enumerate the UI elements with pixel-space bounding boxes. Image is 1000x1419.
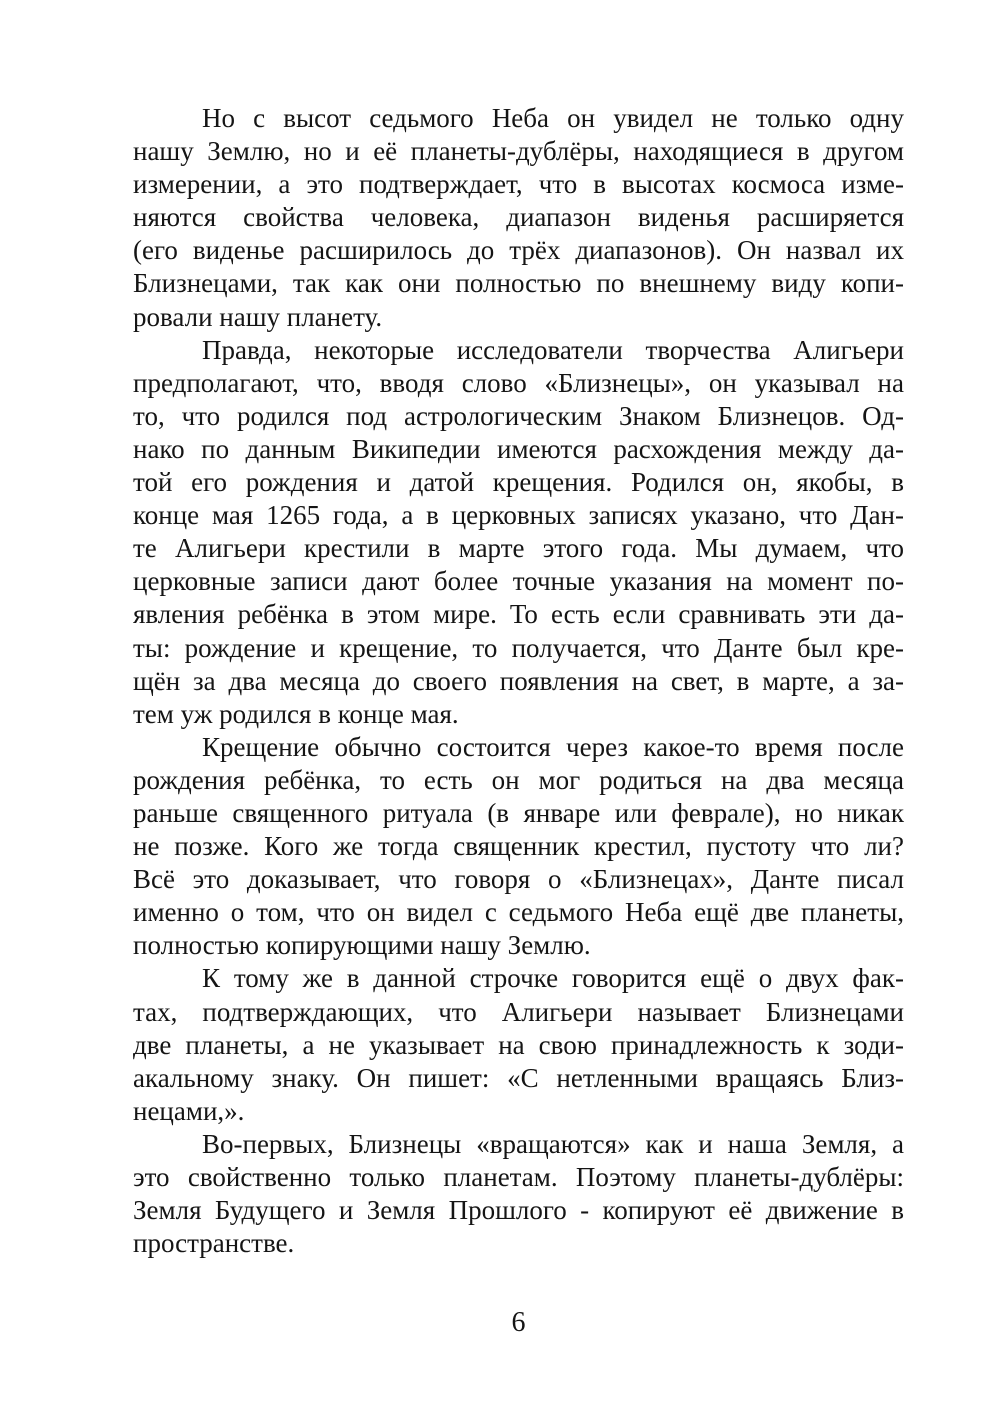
text-line: Всё это доказывает, что говоря о «Близнецах», Данте писал <box>133 864 904 895</box>
paragraph <box>133 1128 904 1260</box>
text-line: то, что родился под астрологическим Знаком Близнецов. Од- <box>133 400 904 431</box>
text-line: две планеты, а не указывает на свою принадлежность к зоди- <box>133 1029 904 1060</box>
text-line: рождения ребёнка, то есть он мог родиться на два месяца <box>133 764 904 795</box>
text-line: конце мая 1265 года, а в церковных записях указано, что Дан- <box>133 500 904 531</box>
text-line: Земля Будущего и Земля Прошлого - копируют её движение в <box>133 1195 904 1226</box>
paragraph <box>133 731 904 963</box>
text-line: предполагают, что, вводя слово «Близнецы», он указывал на <box>133 367 904 398</box>
text-line: Правда, некоторые исследователи творчества Алигьери <box>202 334 904 365</box>
text-line: пространстве. <box>133 1228 295 1259</box>
text-line: ровали нашу планету. <box>133 301 383 332</box>
text-line: (его виденье расширилось до трёх диапазонов). Он назвал их <box>133 235 904 266</box>
text-line: той его рождения и датой крещения. Родился он, якобы, в <box>133 467 904 498</box>
text-block <box>133 102 904 1260</box>
text-line: Во-первых, Близнецы «вращаются» как и наша Земля, а <box>202 1128 904 1159</box>
paragraph <box>133 102 904 334</box>
text-line: акальному знаку. Он пишет: «С нетленными вращаясь Близ- <box>133 1062 904 1093</box>
text-line: это свойственно только планетам. Поэтому планеты-дублёры: <box>133 1162 904 1192</box>
paragraph <box>133 334 904 731</box>
text-line: явления ребёнка в этом мире. То есть если сравнивать эти да- <box>133 599 904 630</box>
text-line: полностью копирующими нашу Землю. <box>133 930 591 961</box>
text-line: нако по данным Википедии имеются расхождения между да- <box>133 433 904 464</box>
text-line: К тому же в данной строчке говорится ещё о двух фак- <box>202 963 904 994</box>
page-number: 6 <box>511 1307 526 1339</box>
text-line: тах, подтверждающих, что Алигьери называет Близнецами <box>133 996 904 1027</box>
text-line: именно о том, что он видел с седьмого Неба ещё две планеты, <box>133 897 904 928</box>
text-line: тем уж родился в конце мая. <box>133 698 459 729</box>
text-line: нашу Землю, но и её планеты-дублёры, находящиеся в другом <box>133 136 904 167</box>
text-line: церковные записи дают более точные указания на момент по- <box>133 566 904 597</box>
text-line: измерении, а это подтверждает, что в высотах космоса изме- <box>133 169 904 200</box>
paragraph <box>133 962 904 1127</box>
text-line: не позже. Кого же тогда священник крестил, пустоту что ли? <box>133 831 904 862</box>
text-line: ты: рождение и крещение, то получается, что Данте был кре- <box>133 632 904 663</box>
text-line: Но с высот седьмого Неба он увидел не только одну <box>202 103 904 133</box>
text-line: Крещение обычно состоится через какое-то время после <box>202 731 904 762</box>
text-line: няются свойства человека, диапазон виденья расширяется <box>133 202 904 233</box>
text-line: раньше священного ритуала (в январе или феврале), но никак <box>133 797 904 828</box>
text-line: те Алигьери крестили в марте этого года. Мы думаем, что <box>133 533 904 564</box>
text-line: нецами,». <box>133 1095 245 1126</box>
text-line: щён за два месяца до своего появления на свет, в марте, а за- <box>133 665 904 696</box>
text-line: Близнецами, так как они полностью по внешнему виду копи- <box>133 268 904 299</box>
